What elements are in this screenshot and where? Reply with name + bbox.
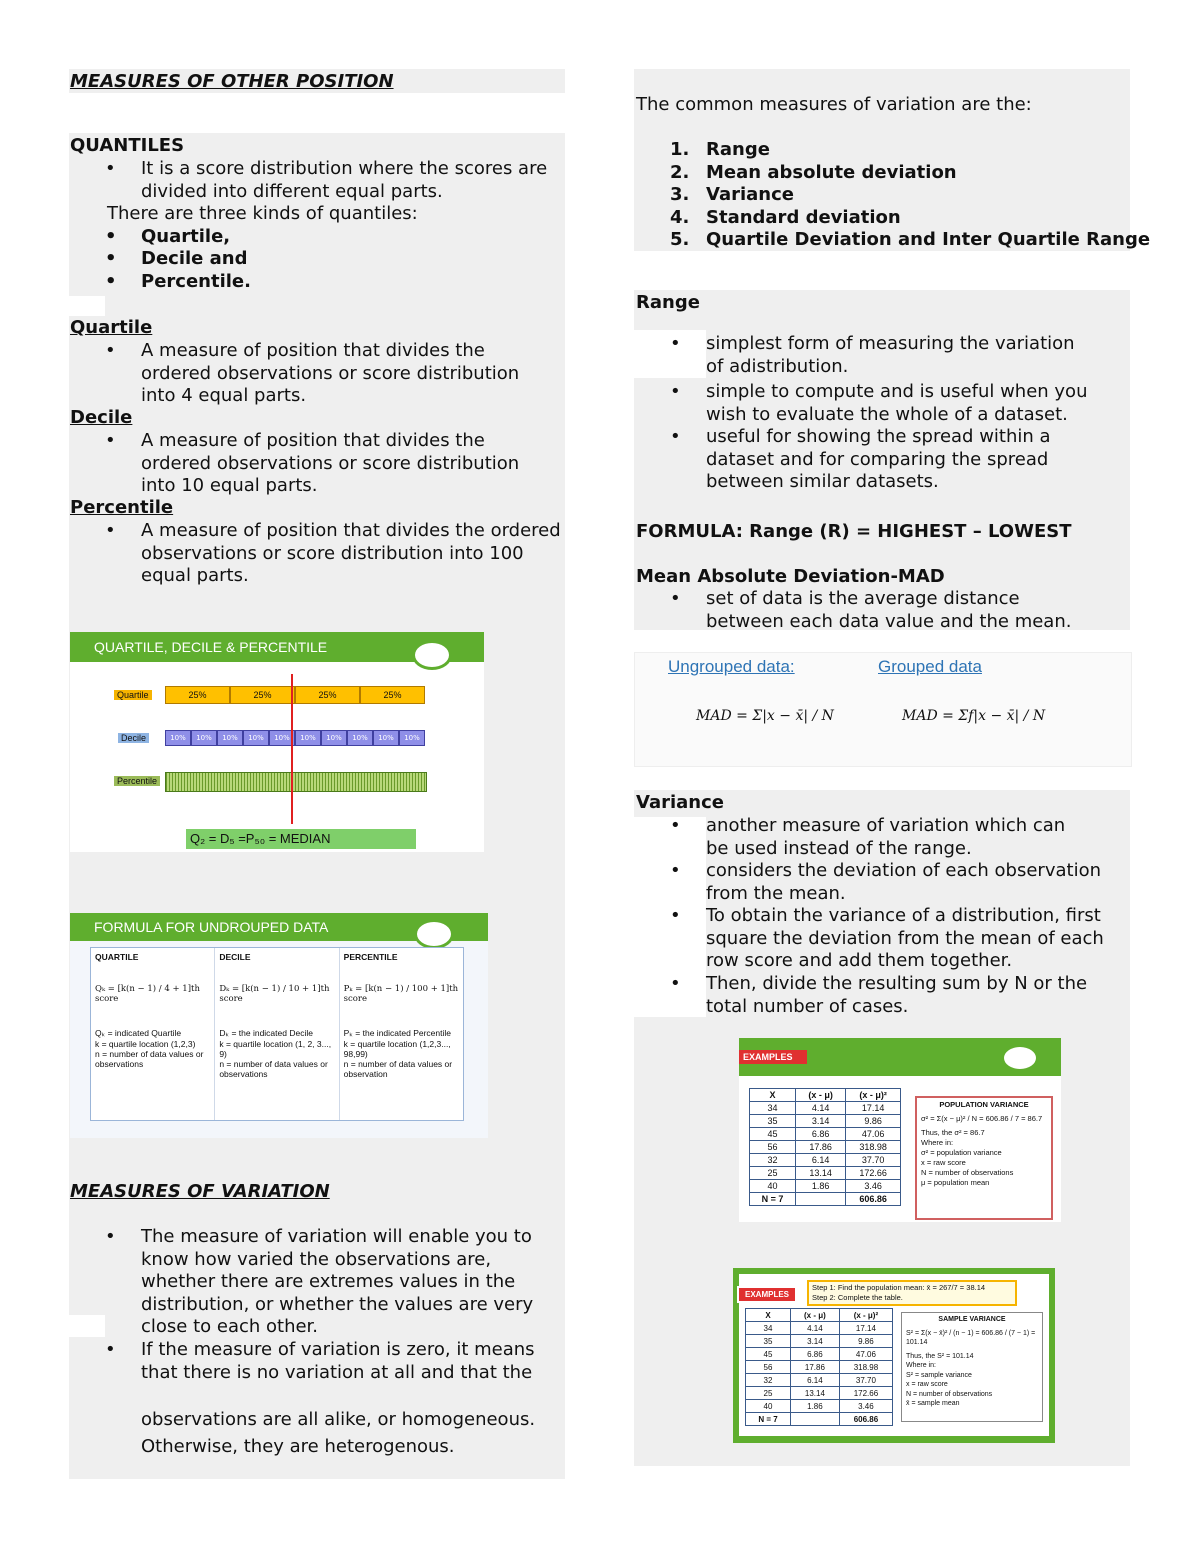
table-cell: 37.70 — [846, 1154, 901, 1167]
row-label-decile: Decile — [118, 733, 149, 743]
percentile-definition: • A measure of position that divides the ordered observations or score distribution into 100 equal parts. — [141, 520, 561, 588]
formula-col-head: PERCENTILE — [343, 952, 398, 962]
box-def: x = raw score — [921, 1158, 966, 1167]
variance-bullet-4: • Then, divide the resulting sum by N or the total number of cases. — [706, 973, 1116, 1018]
pie-icon — [414, 919, 454, 949]
measure-item-4: 4. Standard deviation — [670, 207, 901, 228]
table-cell: 17.86 — [790, 1361, 839, 1374]
quartile-cell: 25% — [295, 686, 360, 704]
formula-def: n = number of data values or observations — [219, 1059, 328, 1079]
box-title: POPULATION VARIANCE — [939, 1100, 1029, 1109]
examples-tag: EXAMPLES — [737, 1286, 797, 1303]
qdp-slide-image — [70, 632, 484, 852]
table-cell: 17.14 — [839, 1322, 892, 1335]
box-where: Where in: — [921, 1138, 954, 1147]
table-row — [746, 1348, 893, 1361]
box-def: σ² = population variance — [921, 1148, 1002, 1157]
table-total-row — [750, 1193, 901, 1206]
decile-cell: 10% — [165, 730, 191, 746]
table-cell: 56 — [750, 1141, 796, 1154]
table-cell: 34 — [746, 1322, 791, 1335]
mad-grouped-label: Grouped data — [878, 657, 982, 676]
range-bullet-1: • simplest form of measuring the variation of adistribution. — [706, 333, 1086, 378]
table-cell: 35 — [750, 1115, 796, 1128]
decile-cell: 10% — [399, 730, 425, 746]
table-cell: 1.86 — [790, 1400, 839, 1413]
table-header: X — [746, 1309, 791, 1322]
formula-col-quartile — [91, 948, 215, 1120]
table-cell: 6.86 — [796, 1128, 846, 1141]
measure-label: Variance — [706, 184, 794, 205]
table-cell: 172.66 — [839, 1387, 892, 1400]
variance-table — [749, 1088, 901, 1206]
box-def: S² = sample variance — [906, 1371, 972, 1379]
box-def: N = number of observations — [906, 1390, 993, 1398]
quartile-cell: 25% — [230, 686, 295, 704]
table-cell: 4.14 — [796, 1102, 846, 1115]
formula-expression: Dₖ = [k(n − 1) / 10 + 1]th score — [219, 984, 330, 1004]
examples-tag: EXAMPLES — [739, 1050, 807, 1064]
decile-cell: 10% — [217, 730, 243, 746]
table-row — [750, 1141, 901, 1154]
variation-bullet-1: • The measure of variation will enable you to know how varied the observations are, whether there are extremes values in the distribution, or whether the values are very close to each other. — [141, 1226, 561, 1339]
table-cell: 3.14 — [796, 1115, 846, 1128]
kind-percentile: • Percentile. — [141, 271, 251, 294]
step-1: Step 1: Find the population mean: x̄ = 267/7 = 38.14 — [812, 1283, 986, 1292]
table-cell: 37.70 — [839, 1374, 892, 1387]
table-cell: 6.86 — [790, 1348, 839, 1361]
table-cell: 40 — [746, 1400, 791, 1413]
mad-bullet: • set of data is the average distance between each data value and the mean. — [706, 588, 1096, 633]
formula-def: Pₖ = the indicated Percentile — [343, 1028, 451, 1038]
measures-other-position-title: MEASURES OF OTHER POSITION — [70, 71, 394, 92]
table-row — [746, 1322, 893, 1335]
box-def: x̄ = sample mean — [906, 1400, 960, 1407]
qdp-slide-title: QUARTILE, DECILE & PERCENTILE — [70, 632, 484, 662]
decile-heading: Decile — [70, 407, 133, 428]
table-row — [750, 1128, 901, 1141]
formula-def: n = number of data values or observations — [95, 1049, 204, 1069]
variance-bullet-3: • To obtain the variance of a distribution, first square the deviation from the mean of each row score and add them together. — [706, 905, 1126, 973]
table-cell: 32 — [750, 1154, 796, 1167]
variation-bullet-2-cont: observations are all alike, or homogeneous. Otherwise, they are heterogenous. — [141, 1409, 536, 1457]
left-white-indent — [69, 296, 105, 316]
table-row — [746, 1374, 893, 1387]
decile-strip — [165, 730, 425, 746]
decile-cell: 10% — [373, 730, 399, 746]
steps-box — [807, 1280, 1017, 1306]
table-cell: 9.86 — [839, 1335, 892, 1348]
decile-cell: 10% — [243, 730, 269, 746]
table-row — [750, 1115, 901, 1128]
quantiles-heading: QUANTILES — [70, 135, 185, 156]
table-header: (x - μ)² — [839, 1309, 892, 1322]
table-cell: N = 7 — [750, 1193, 796, 1206]
row-label-quartile: Quartile — [114, 690, 152, 700]
table-cell — [796, 1193, 846, 1206]
table-cell: 318.98 — [839, 1361, 892, 1374]
table-header: (x - μ) — [796, 1089, 846, 1102]
table-cell: 25 — [750, 1167, 796, 1180]
box-def: x = raw score — [906, 1381, 948, 1388]
table-cell: 13.14 — [796, 1167, 846, 1180]
variance-heading: Variance — [636, 792, 724, 813]
table-cell: 13.14 — [790, 1387, 839, 1400]
table-row — [746, 1400, 893, 1413]
sample-variance-table — [745, 1308, 893, 1426]
box-where: Where in: — [906, 1362, 936, 1369]
variation-bullet-2: • If the measure of variation is zero, it means that there is no variation at all and that the — [141, 1339, 563, 1384]
table-header: X — [750, 1089, 796, 1102]
table-cell: 3.46 — [846, 1180, 901, 1193]
table-cell: 45 — [746, 1348, 791, 1361]
variance-bullet-1: • another measure of variation which can be used instead of the range. — [706, 815, 1086, 860]
table-cell: 45 — [750, 1128, 796, 1141]
table-cell: 34 — [750, 1102, 796, 1115]
mad-ungrouped-formula: MAD = Σ|x − x̄| / N — [696, 708, 834, 724]
percentile-strip — [165, 772, 427, 792]
table-cell: 318.98 — [846, 1141, 901, 1154]
measure-item-1: 1. Range — [670, 139, 770, 160]
quartile-heading: Quartile — [70, 317, 153, 338]
table-total-row — [746, 1413, 893, 1426]
measure-label: Range — [706, 139, 770, 160]
quantiles-bullet: • It is a score distribution where the scores are divided into different equal parts. — [141, 158, 551, 203]
formula-table — [90, 947, 464, 1121]
range-bullet-3: • useful for showing the spread within a dataset and for comparing the spread between similar datasets. — [706, 426, 1106, 494]
formula-slide-image — [70, 913, 488, 1138]
table-cell: 47.06 — [846, 1128, 901, 1141]
decile-cell: 10% — [347, 730, 373, 746]
box-def: N = number of observations — [921, 1168, 1014, 1177]
quartile-definition: • A measure of position that divides the ordered observations or score distribution into 4 equal parts. — [141, 340, 551, 408]
kinds-intro: There are three kinds of quantiles: — [107, 203, 418, 224]
table-row — [750, 1102, 901, 1115]
table-cell: 606.86 — [839, 1413, 892, 1426]
mad-heading: Mean Absolute Deviation-MAD — [636, 566, 945, 587]
formula-col-decile — [215, 948, 339, 1120]
table-row — [746, 1361, 893, 1374]
measure-label: Mean absolute deviation — [706, 162, 957, 183]
pie-icon — [1001, 1044, 1039, 1072]
decile-cell: 10% — [269, 730, 295, 746]
range-formula: FORMULA: Range (R) = HIGHEST – LOWEST — [636, 521, 1072, 542]
formula-def: k = quartile location (1, 2, 3..., 9) — [219, 1039, 332, 1059]
table-cell: 4.14 — [790, 1322, 839, 1335]
table-cell: 606.86 — [846, 1193, 901, 1206]
quartile-cell: 25% — [165, 686, 230, 704]
quartile-strip — [165, 686, 425, 704]
box-def: μ = population mean — [921, 1178, 990, 1187]
table-cell: 47.06 — [839, 1348, 892, 1361]
box-result: Thus, the S² = 101.14 — [906, 1352, 974, 1360]
population-variance-example — [739, 1038, 1061, 1222]
measure-item-5: 5. Quartile Deviation and Inter Quartile Range — [670, 229, 1151, 250]
decile-cell: 10% — [321, 730, 347, 746]
table-cell: 32 — [746, 1374, 791, 1387]
table-cell: 3.46 — [839, 1400, 892, 1413]
formula-expression: Pₖ = [k(n − 1) / 100 + 1]th score — [343, 984, 459, 1004]
formula-def: k = quartile location (1,2,3) — [95, 1039, 196, 1049]
table-cell: 9.86 — [846, 1115, 901, 1128]
formula-def: k = quartile location (1,2,3..., 98,99) — [343, 1039, 451, 1059]
decile-cell: 10% — [191, 730, 217, 746]
table-cell: 6.14 — [796, 1154, 846, 1167]
table-cell: 17.86 — [796, 1141, 846, 1154]
table-cell — [790, 1413, 839, 1426]
measure-item-2: 2. Mean absolute deviation — [670, 162, 957, 183]
quartile-cell: 25% — [360, 686, 425, 704]
box-result: Thus, the σ² = 86.7 — [921, 1128, 985, 1137]
formula-def: Qₖ = indicated Quartile — [95, 1028, 182, 1038]
table-row — [750, 1154, 901, 1167]
population-variance-box — [915, 1096, 1053, 1220]
measure-label: Standard deviation — [706, 207, 901, 228]
mad-ungrouped-label: Ungrouped data: — [668, 657, 795, 676]
kind-decile: • Decile and — [141, 248, 247, 271]
median-line — [291, 674, 293, 824]
table-cell: 17.14 — [846, 1102, 901, 1115]
formula-col-head: QUARTILE — [95, 952, 139, 962]
row-label-percentile: Percentile — [114, 776, 160, 786]
median-label: Q₂ = D₅ =P₅₀ = MEDIAN — [186, 829, 416, 849]
formula-expression: Qₖ = [k(n − 1) / 4 + 1]th score — [95, 984, 200, 1004]
table-row — [746, 1387, 893, 1400]
decile-definition: • A measure of position that divides the ordered observations or score distribution into 10 equal parts. — [141, 430, 556, 498]
sample-variance-example — [733, 1268, 1055, 1443]
table-row — [750, 1167, 901, 1180]
table-header: (x - μ) — [790, 1309, 839, 1322]
table-cell: 3.14 — [790, 1335, 839, 1348]
pie-icon — [412, 640, 452, 670]
formula-def: Dₖ = the indicated Decile — [219, 1028, 313, 1038]
box-title: SAMPLE VARIANCE — [938, 1316, 1006, 1323]
white-gap — [69, 1315, 105, 1337]
step-2: Step 2: Complete the table. — [812, 1293, 903, 1302]
decile-cell: 10% — [295, 730, 321, 746]
table-row — [750, 1180, 901, 1193]
table-cell: 35 — [746, 1335, 791, 1348]
measures-variation-title: MEASURES OF VARIATION — [70, 1181, 330, 1202]
formula-def: n = number of data values or observation — [343, 1059, 453, 1079]
range-bullet-2: • simple to compute and is useful when you wish to evaluate the whole of a dataset. — [706, 381, 1121, 426]
formula-slide-title: FORMULA FOR UNDROUPED DATA — [70, 913, 488, 941]
table-row — [746, 1335, 893, 1348]
table-cell: 40 — [750, 1180, 796, 1193]
table-cell: 25 — [746, 1387, 791, 1400]
range-heading: Range — [636, 292, 700, 313]
table-cell: 1.86 — [796, 1180, 846, 1193]
box-formula: σ² = Σ(x − μ)² / N = 606.86 / 7 = 86.7 — [921, 1114, 1043, 1123]
table-header: (x - μ)² — [846, 1089, 901, 1102]
mad-grouped-formula: MAD = Σf|x − x̄| / N — [902, 708, 1046, 724]
kind-quartile: • Quartile, — [141, 226, 230, 249]
common-measures-intro: The common measures of variation are the: — [636, 94, 1032, 115]
measure-item-3: 3. Variance — [670, 184, 794, 205]
percentile-heading: Percentile — [70, 497, 174, 518]
table-cell: N = 7 — [746, 1413, 791, 1426]
measure-label: Quartile Deviation and Inter Quartile Range — [706, 229, 1151, 250]
variance-bullet-2: • considers the deviation of each observation from the mean. — [706, 860, 1128, 905]
box-formula: S² = Σ(x − x̄)² / (n − 1) = 606.86 / (7 − 1) = 101.14 — [906, 1329, 1036, 1346]
table-cell: 6.14 — [790, 1374, 839, 1387]
sample-variance-box — [901, 1312, 1043, 1422]
formula-col-head: DECILE — [219, 952, 251, 962]
table-cell: 172.66 — [846, 1167, 901, 1180]
formula-col-percentile — [340, 948, 463, 1120]
table-cell: 56 — [746, 1361, 791, 1374]
